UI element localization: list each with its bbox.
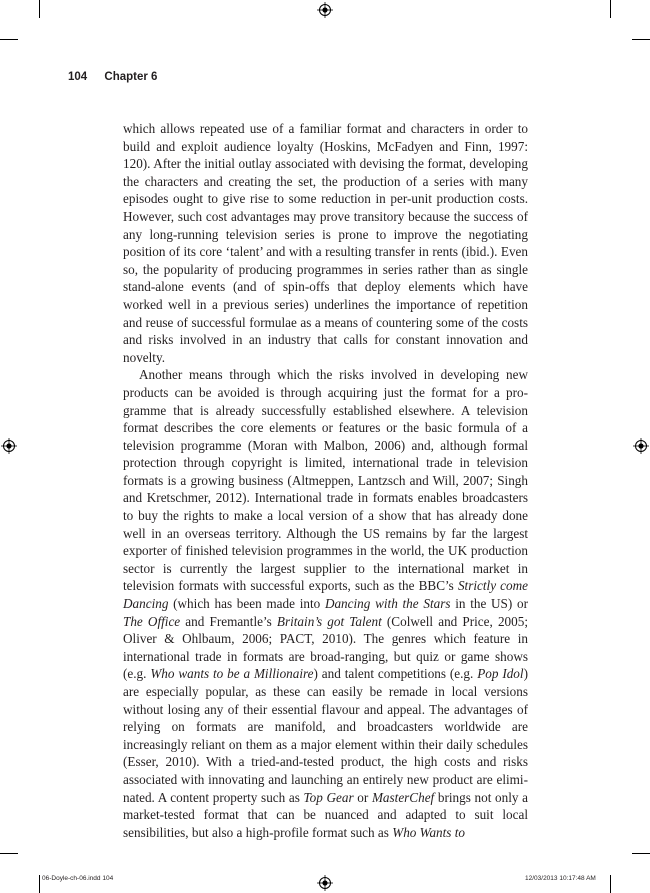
text-run: and Fremantle’s bbox=[180, 613, 277, 629]
text-run: in the US) or bbox=[450, 596, 528, 612]
body-text bbox=[123, 120, 528, 841]
crop-mark bbox=[610, 875, 611, 893]
paragraph bbox=[123, 366, 528, 841]
crop-mark bbox=[0, 853, 18, 854]
registration-mark-icon bbox=[633, 438, 649, 454]
text-run: ) and talent competitions (e.g. bbox=[313, 666, 478, 682]
running-head bbox=[68, 71, 157, 83]
italic-title: Strictly come Dancing bbox=[123, 578, 528, 612]
italic-title: Top Gear bbox=[303, 789, 354, 805]
page-number: 104 bbox=[68, 71, 88, 83]
crop-mark bbox=[632, 853, 650, 854]
text-run: ) are especially popular, as these can easily be remade in local versions without losing any of their essential flavour and appeal. The advantages of relying on formats are manifold, and broadcasters worldwide are increasingly reliant on them as a major element within their daily schedules (Esser, 2010). With a tried-and-tested product, the high costs and risks associated with innovating and launching an entirely new product are eliminated. A content property such as bbox=[123, 666, 528, 805]
crop-mark bbox=[39, 0, 40, 18]
chapter-label: Chapter 6 bbox=[104, 71, 158, 83]
crop-mark bbox=[632, 39, 650, 40]
italic-title: Britain’s got Talent bbox=[276, 613, 382, 629]
text-run: Another means through which the risks involved in developing new products can be avoided is through acquiring just the format for a programme that is already successfully established elsewhere. A television format describes the core elements or features or the basic formula of a television programme (Moran with Malbon, 2006) and, although formal protection through copyright is limited, international trade in television formats is a growing business (Altmeppen, Lantzsch and Will, 2007; Singh and Kretschmer, 2012). International trade in formats enables broadcasters to buy the rights to make a local version of a show that has already done well in an overseas territory. Although the US remains by far the largest exporter of finished television programmes in the world, the UK production sector is currently the largest supplier to the international market in television formats with successful exports, such as the BBC’s bbox=[123, 367, 528, 594]
text-run: or bbox=[353, 789, 372, 805]
text-run: (which has been made into bbox=[168, 596, 325, 612]
italic-title: Who wants to be a Millionaire bbox=[150, 666, 314, 682]
print-timestamp: 12/03/2013 10:17:48 AM bbox=[525, 875, 596, 882]
registration-mark-icon bbox=[317, 875, 333, 891]
file-slug: 06-Doyle-ch-06.indd 104 bbox=[42, 875, 114, 882]
text-run: brings not only a market-tested format that can be nuanced and adapted to suit local sensibilities, but also a high-profile format such as bbox=[123, 789, 528, 840]
registration-mark-icon bbox=[1, 438, 17, 454]
italic-title: MasterChef bbox=[371, 789, 435, 805]
italic-title: The Office bbox=[123, 613, 181, 629]
italic-title: Dancing with the Stars bbox=[324, 596, 451, 612]
registration-mark-icon bbox=[317, 2, 333, 18]
crop-mark bbox=[0, 39, 18, 40]
paragraph: which allows repeated use of a familiar format and characters in order to build and exploit audience loyalty (Hoskins, McFadyen and Finn, 1997: 120). After the initial outlay associated with devising the format, developing the characters and creating the set, the production of a series with many episodes ought to give rise to some reduction in per-unit production costs. However, such cost advantages may prove transitory because the success of any long-running television series is prone to improve the negotiating position of its core ‘talent’ and with a resulting transfer in rents (ibid.). Even so, the popularity of producing programmes in series rather than as single stand-alone events (and of spin-offs that deploy elements which have worked well in a previous series) underlines the importance of repetition and reuse of successful formulae as a means of countering some of the costs and risks involved in an industry that calls for constant innovation and novelty. bbox=[123, 121, 528, 365]
italic-title: Pop Idol bbox=[477, 666, 524, 682]
text-run: (Colwell and Price, 2005; Oliver & Ohlbaum, 2006; PACT, 2010). The genres which feature in international trade in formats are broad-ranging, but quiz or game shows (e.g. bbox=[123, 613, 528, 682]
crop-mark bbox=[610, 0, 611, 18]
crop-mark bbox=[39, 875, 40, 893]
italic-title: Who Wants to bbox=[392, 824, 465, 840]
